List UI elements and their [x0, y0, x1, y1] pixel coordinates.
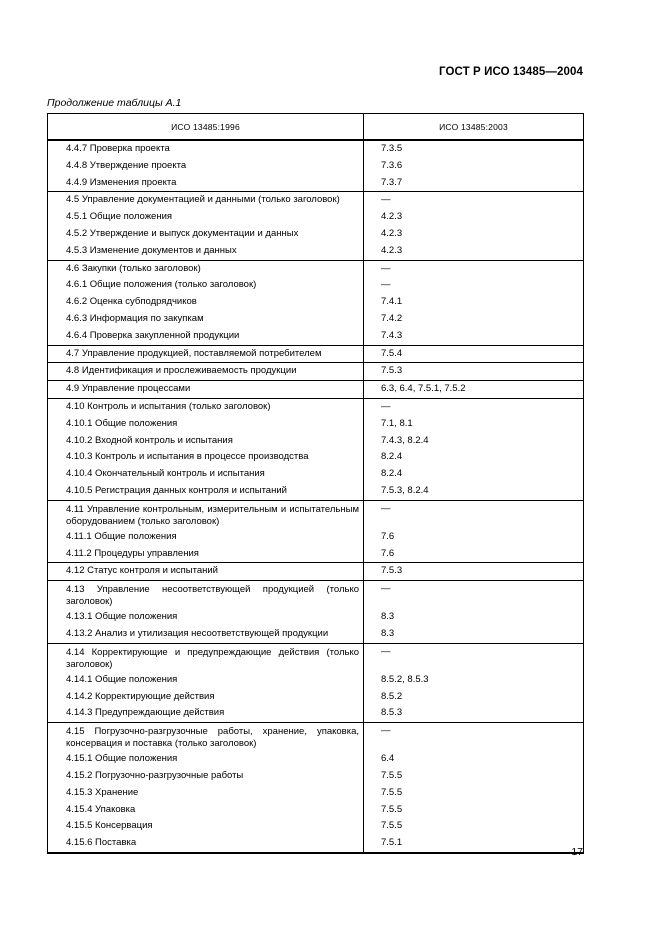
- clause-2003: —: [381, 194, 391, 206]
- clause-1996: 4.13.1 Общие положения: [66, 611, 178, 623]
- iso-2003-cell: [364, 644, 583, 722]
- table-row-group: [48, 580, 583, 643]
- iso-1996-cell: [48, 501, 364, 563]
- clause-1996: 4.6.2 Оценка субподрядчиков: [66, 296, 197, 308]
- clause-2003: 7.3.7: [381, 176, 403, 188]
- clause-1996: 4.15 Погрузочно-разгрузочные работы, хранение, упаковка, консервация и поставка (только заголовок): [66, 726, 359, 750]
- clause-1996: 4.15.2 Погрузочно-разгрузочные работы: [66, 769, 244, 781]
- iso-2003-cell: [364, 399, 583, 500]
- clause-1996: 4.15.5 Консервация: [66, 820, 153, 832]
- clause-1996: 4.6.4 Проверка закупленной продукции: [66, 329, 240, 341]
- iso-1996-cell: [48, 346, 364, 363]
- clause-1996: 4.6 Закупки (только заголовок): [66, 262, 201, 274]
- clause-2003: —: [381, 583, 391, 595]
- clause-2003: 8.3: [381, 627, 395, 639]
- iso-2003-cell: [364, 261, 583, 345]
- clause-1996: 4.6.3 Информация по закупкам: [66, 312, 204, 324]
- clause-1996: 4.6.1 Общие положения (только заголовок): [66, 279, 257, 291]
- table-row-group: [48, 362, 583, 380]
- table-row-group: [48, 562, 583, 580]
- clause-1996: 4.10.2 Входной контроль и испытания: [66, 434, 233, 446]
- clause-2003: 8.5.2: [381, 690, 403, 702]
- clause-1996: 4.4.7 Проверка проекта: [66, 143, 170, 154]
- iso-2003-cell: [364, 381, 583, 398]
- iso-1996-cell: [48, 723, 364, 852]
- clause-2003: 7.5.3: [381, 565, 403, 577]
- clause-1996: 4.13 Управление несоответствующей продукцией (только заголовок): [66, 584, 359, 608]
- iso-2003-cell: [364, 501, 583, 563]
- table-row-group: [48, 141, 583, 191]
- clause-1996: 4.11 Управление контрольным, измерительным и испытательным оборудованием (только заголовок): [66, 503, 359, 527]
- table-row-group: [48, 345, 583, 363]
- clause-1996: 4.14 Корректирующие и предупреждающие действия (только заголовок): [66, 646, 359, 670]
- clause-2003: 8.2.4: [381, 468, 403, 480]
- clause-1996: 4.10 Контроль и испытания (только заголовок): [66, 400, 271, 412]
- clause-2003: 6.4: [381, 753, 395, 765]
- clause-1996: 4.5.3 Изменение документов и данных: [66, 244, 237, 256]
- clause-1996: 4.15.1 Общие положения: [66, 753, 178, 765]
- iso-1996-cell: [48, 141, 364, 191]
- clause-2003: 7.6: [381, 547, 395, 559]
- iso-2003-cell: [364, 141, 583, 191]
- table-row-group: [48, 191, 583, 259]
- clause-1996: 4.14.3 Предупреждающие действия: [66, 707, 225, 719]
- table-row-group: [48, 722, 583, 852]
- table-row-group: [48, 500, 583, 563]
- clause-1996: 4.15.6 Поставка: [66, 837, 137, 849]
- iso-1996-cell: [48, 192, 364, 259]
- clause-1996: 4.14.2 Корректирующие действия: [66, 690, 215, 702]
- table-body: [48, 141, 583, 852]
- iso-2003-cell: [364, 192, 583, 259]
- iso-1996-cell: [48, 644, 364, 722]
- clause-2003: —: [381, 725, 391, 737]
- clause-1996: 4.15.3 Хранение: [66, 786, 139, 798]
- clause-1996: 4.9 Управление процессами: [66, 383, 191, 395]
- iso-1996-cell: [48, 381, 364, 398]
- table-caption: Продолжение таблицы А.1: [47, 97, 182, 109]
- iso-2003-cell: [364, 346, 583, 363]
- clause-2003: 8.2.4: [381, 451, 403, 463]
- table-row-group: [48, 380, 583, 398]
- iso-1996-cell: [48, 399, 364, 500]
- clause-2003: 7.5.5: [381, 820, 403, 832]
- clause-2003: —: [381, 400, 391, 412]
- clause-2003: 4.2.3: [381, 227, 403, 239]
- iso-1996-cell: [48, 261, 364, 345]
- clause-2003: 7.5.3, 8.2.4: [381, 484, 429, 496]
- clause-1996: 4.4.9 Изменения проекта: [66, 176, 177, 188]
- clause-1996: 4.11.2 Процедуры управления: [66, 547, 199, 559]
- correspondence-table: [47, 113, 584, 854]
- table-row-group: [48, 260, 583, 345]
- table-row-group: [48, 398, 583, 500]
- iso-2003-cell: [364, 581, 583, 643]
- clause-2003: 7.1, 8.1: [381, 417, 413, 429]
- clause-1996: 4.5.1 Общие положения: [66, 211, 173, 223]
- clause-1996: 4.14.1 Общие положения: [66, 673, 178, 685]
- iso-2003-cell: [364, 723, 583, 852]
- iso-1996-cell: [48, 563, 364, 580]
- column-header-iso-2003: ИСО 13485:2003: [439, 121, 508, 132]
- clause-1996: 4.5 Управление документацией и данными (только заголовок): [66, 194, 340, 206]
- clause-1996: 4.10.3 Контроль и испытания в процессе производства: [66, 451, 309, 463]
- clause-2003: 7.5.5: [381, 786, 403, 798]
- clause-1996: 4.15.4 Упаковка: [66, 803, 136, 815]
- clause-1996: 4.7 Управление продукцией, поставляемой потребителем: [66, 347, 322, 359]
- iso-2003-cell: [364, 563, 583, 580]
- clause-1996: 4.5.2 Утверждение и выпуск документации и данных: [66, 227, 299, 239]
- clause-2003: 4.2.3: [381, 244, 403, 256]
- clause-1996: 4.4.8 Утверждение проекта: [66, 159, 187, 171]
- clause-1996: 4.10.5 Регистрация данных контроля и испытаний: [66, 484, 287, 496]
- iso-2003-cell: [364, 363, 583, 380]
- clause-2003: 7.4.3, 8.2.4: [381, 434, 429, 446]
- iso-1996-cell: [48, 363, 364, 380]
- clause-2003: 8.5.3: [381, 707, 403, 719]
- clause-1996: 4.11.1 Общие положения: [66, 530, 177, 542]
- clause-1996: 4.10.4 Окончательный контроль и испытания: [66, 468, 265, 480]
- clause-2003: —: [381, 502, 391, 514]
- clause-2003: 7.5.5: [381, 803, 403, 815]
- clause-2003: 7.3.5: [381, 143, 403, 154]
- standard-title: ГОСТ Р ИСО 13485—2004: [438, 66, 583, 78]
- clause-2003: 7.6: [381, 530, 395, 542]
- clause-1996: 4.8 Идентификация и прослеживаемость продукции: [66, 365, 297, 377]
- clause-2003: 8.3: [381, 611, 395, 623]
- clause-2003: 8.5.2, 8.5.3: [381, 673, 429, 685]
- table-row-group: [48, 643, 583, 722]
- clause-2003: 4.2.3: [381, 211, 403, 223]
- clause-2003: 7.5.1: [381, 837, 403, 849]
- clause-2003: 6.3, 6.4, 7.5.1, 7.5.2: [381, 383, 466, 395]
- clause-2003: 7.4.3: [381, 329, 403, 341]
- clause-2003: 7.3.6: [381, 159, 403, 171]
- clause-2003: 7.5.4: [381, 347, 403, 359]
- clause-2003: —: [381, 262, 391, 274]
- column-header-iso-1996: ИСО 13485:1996: [48, 114, 364, 139]
- clause-1996: 4.13.2 Анализ и утилизация несоответствующей продукции: [66, 627, 329, 639]
- clause-1996: 4.12 Статус контроля и испытаний: [66, 565, 218, 577]
- clause-2003: 7.5.5: [381, 769, 403, 781]
- iso-1996-cell: [48, 581, 364, 643]
- clause-2003: 7.5.3: [381, 365, 403, 377]
- clause-2003: 7.4.2: [381, 312, 403, 324]
- clause-1996: 4.10.1 Общие положения: [66, 417, 178, 429]
- clause-2003: —: [381, 279, 391, 291]
- table-header: [48, 114, 583, 141]
- clause-2003: —: [381, 645, 391, 657]
- page-number: 17: [571, 846, 583, 858]
- clause-2003: 7.4.1: [381, 296, 403, 308]
